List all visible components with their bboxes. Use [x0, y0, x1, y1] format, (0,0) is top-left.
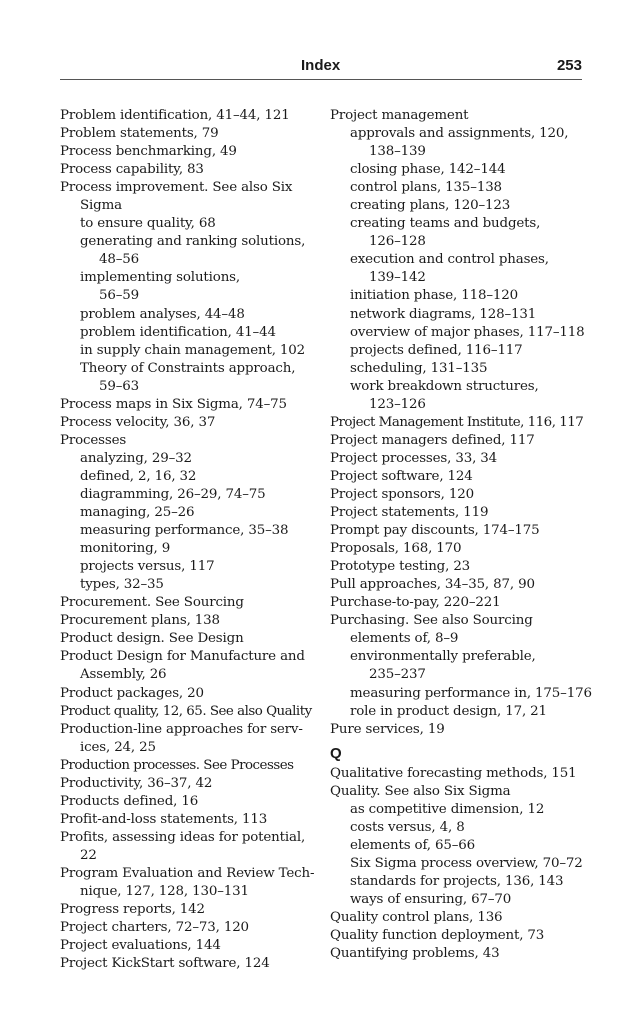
index-entry: Pure services, 19 — [330, 721, 445, 737]
index-entry: Quality function deployment, 73 — [330, 928, 545, 944]
index-entry: Project statements, 119 — [330, 505, 489, 521]
index-entry: Product packages, 20 — [60, 685, 204, 701]
running-header — [60, 55, 582, 80]
index-entry: Quantifying problems, 43 — [330, 946, 500, 962]
index-entry: environmentally preferable, — [350, 649, 536, 665]
index-entry: in supply chain management, 102 — [80, 342, 306, 358]
index-entry: Project sponsors, 120 — [330, 486, 474, 502]
index-entry: costs versus, 4, 8 — [350, 819, 465, 835]
index-entry: Project charters, 72–73, 120 — [60, 920, 249, 936]
index-entry: Production-line approaches for serv- — [60, 721, 303, 737]
index-entry: Program Evaluation and Review Tech- — [60, 865, 315, 881]
index-entry: Purchase-to-pay, 220–221 — [330, 595, 501, 611]
index-entry: 126–128 — [369, 234, 426, 250]
index-entry: standards for projects, 136, 143 — [350, 873, 564, 889]
index-entry: approvals and assignments, 120, — [350, 126, 569, 142]
index-entry: 138–139 — [369, 144, 426, 160]
index-entry: Profits, assessing ideas for potential, — [60, 829, 306, 845]
index-entry: overview of major phases, 117–118 — [350, 324, 585, 340]
index-entry: Project management — [330, 108, 469, 123]
index-entry: 139–142 — [369, 270, 426, 286]
index-entry: ways of ensuring, 67–70 — [350, 891, 512, 907]
index-entry: Project KickStart software, 124 — [60, 956, 270, 972]
index-entry: projects versus, 117 — [80, 559, 215, 575]
index-entry: Purchasing. See also Sourcing — [330, 613, 533, 629]
index-entry: Process capability, 83 — [60, 162, 204, 178]
index-entry: role in product design, 17, 21 — [350, 703, 547, 719]
index-entry: diagramming, 26–29, 74–75 — [80, 486, 266, 502]
index-entry: Process benchmarking, 49 — [60, 144, 237, 160]
index-entry: 48–56 — [99, 252, 140, 268]
index-entry: 123–126 — [369, 396, 426, 412]
index-entry: scheduling, 131–135 — [350, 360, 488, 376]
index-entry: Prompt pay discounts, 174–175 — [330, 523, 540, 539]
index-entry: Theory of Constraints approach, — [80, 360, 296, 376]
index-entry: measuring performance, 35–38 — [80, 523, 289, 539]
index-entry: nique, 127, 128, 130–131 — [80, 884, 249, 900]
index-entry: initiation phase, 118–120 — [350, 288, 518, 304]
index-entry: Product quality, 12, 65. See also Quality — [60, 703, 312, 719]
index-entry: Sigma — [80, 198, 122, 214]
index-entry: Products defined, 16 — [60, 793, 199, 809]
page-number: 253 — [556, 57, 582, 74]
index-entry: Process improvement. See also Six — [60, 180, 293, 196]
index-entry: elements of, 8–9 — [350, 631, 459, 647]
index-entry: Procurement plans, 138 — [60, 613, 220, 629]
index-entry: Project software, 124 — [330, 468, 473, 484]
index-column-right — [330, 107, 592, 963]
index-entry: Quality. See also Six Sigma — [330, 783, 511, 799]
index-entry: creating teams and budgets, — [350, 216, 541, 232]
index-entry: as competitive dimension, 12 — [350, 801, 545, 817]
index-entry: Six Sigma process overview, 70–72 — [350, 855, 583, 871]
index-entry: network diagrams, 128–131 — [350, 306, 537, 322]
index-entry: generating and ranking solutions, — [80, 234, 306, 250]
index-entry: Pull approaches, 34–35, 87, 90 — [330, 577, 535, 593]
index-entry: 56–59 — [99, 288, 140, 304]
index-entry: implementing solutions, — [80, 270, 240, 286]
index-entry: to ensure quality, 68 — [80, 216, 216, 232]
index-entry: Productivity, 36–37, 42 — [60, 775, 213, 791]
index-entry: Processes — [60, 432, 127, 448]
index-entry: analyzing, 29–32 — [80, 450, 192, 466]
index-entry: Project Management Institute, 116, 117 — [330, 414, 584, 430]
index-entry: problem identification, 41–44 — [80, 324, 276, 340]
index-entry: Problem statements, 79 — [60, 126, 219, 142]
index-entry: managing, 25–26 — [80, 505, 195, 521]
index-entry: Progress reports, 142 — [60, 902, 205, 918]
index-entry: Project processes, 33, 34 — [330, 450, 498, 466]
index-entry: 235–237 — [369, 667, 426, 683]
index-entry: Proposals, 168, 170 — [330, 541, 462, 557]
index-entry: Product Design for Manufacture and — [60, 649, 305, 665]
index-entry: execution and control phases, — [350, 252, 549, 268]
index-entry: 22 — [80, 847, 97, 863]
index-entry: control plans, 135–138 — [350, 180, 502, 196]
index-entry: monitoring, 9 — [80, 541, 171, 557]
index-entry: Problem identification, 41–44, 121 — [60, 108, 290, 123]
index-entry: Assembly, 26 — [80, 667, 167, 683]
index-entry: Product design. See Design — [60, 631, 244, 647]
index-entry: creating plans, 120–123 — [350, 198, 511, 214]
index-entry: measuring performance in, 175–176 — [350, 685, 592, 701]
index-column-left — [60, 107, 316, 973]
index-entry: ices, 24, 25 — [80, 739, 156, 755]
index-entry: defined, 2, 16, 32 — [80, 468, 197, 484]
index-entry: elements of, 65–66 — [350, 837, 476, 853]
index-entry: closing phase, 142–144 — [350, 162, 506, 178]
index-entry: Project managers defined, 117 — [330, 432, 535, 448]
index-entry: projects defined, 116–117 — [350, 342, 523, 358]
index-entry: Process maps in Six Sigma, 74–75 — [60, 396, 287, 412]
section-letter: Q — [330, 744, 342, 762]
index-entry: problem analyses, 44–48 — [80, 306, 245, 322]
index-entry: Profit-and-loss statements, 113 — [60, 811, 268, 827]
index-entry: Process velocity, 36, 37 — [60, 414, 216, 430]
index-entry: Project evaluations, 144 — [60, 938, 221, 954]
index-entry: Prototype testing, 23 — [330, 559, 471, 575]
index-entry: work breakdown structures, — [350, 378, 539, 394]
index-entry: Production processes. See Processes — [60, 757, 294, 773]
index-entry: 59–63 — [99, 378, 140, 394]
index-entry: Quality control plans, 136 — [330, 910, 503, 926]
index-entry: Qualitative forecasting methods, 151 — [330, 765, 577, 781]
index-entry: types, 32–35 — [80, 577, 164, 593]
header-title: Index — [301, 57, 341, 74]
index-entry: Procurement. See Sourcing — [60, 595, 244, 611]
